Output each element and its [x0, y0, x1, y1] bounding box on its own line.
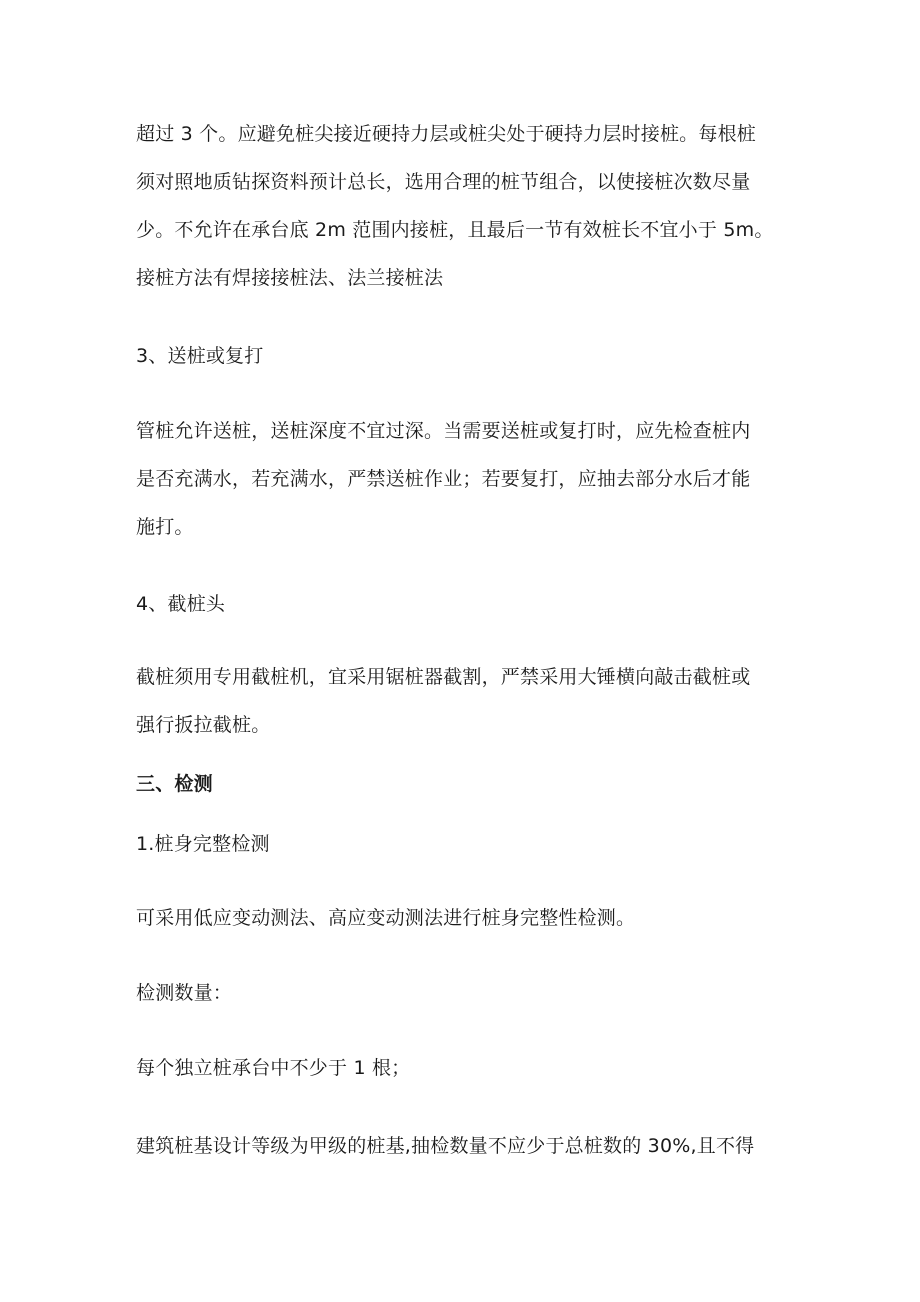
paragraph-line: 建筑桩基设计等级为甲级的桩基,抽检数量不应少于总桩数的 30%,且不得	[136, 1135, 755, 1157]
paragraph-line: 须对照地质钻探资料预计总长，选用合理的桩节组合，以使接桩次数尽量	[136, 171, 751, 193]
paragraph-line: 是否充满水，若充满水，严禁送桩作业；若要复打，应抽去部分水后才能	[136, 468, 751, 490]
section-title-testing: 三、检测	[136, 773, 213, 795]
subheading-send-pile: 3、送桩或复打	[136, 345, 264, 367]
subheading-cut-pile-head: 4、截桩头	[136, 593, 226, 615]
paragraph-line: 检测数量：	[136, 982, 233, 1004]
paragraph-line: 施打。	[136, 516, 194, 538]
paragraph-line: 每个独立桩承台中不少于 1 根；	[136, 1057, 411, 1079]
paragraph-line: 接桩方法有焊接接桩法、法兰接桩法	[136, 267, 444, 289]
subheading-integrity-test: 1.桩身完整检测	[136, 833, 270, 855]
paragraph-line: 超过 3 个。应避免桩尖接近硬持力层或桩尖处于硬持力层时接桩。每根桩	[136, 123, 756, 145]
paragraph-line: 少。不允许在承台底 2m 范围内接桩，且最后一节有效桩长不宜小于 5m。	[136, 219, 774, 241]
paragraph-line: 可采用低应变动测法、高应变动测法进行桩身完整性检测。	[136, 907, 636, 929]
paragraph-line: 强行扳拉截桩。	[136, 714, 271, 736]
paragraph-line: 管桩允许送桩，送桩深度不宜过深。当需要送桩或复打时，应先检查桩内	[136, 420, 751, 442]
paragraph-line: 截桩须用专用截桩机，宜采用锯桩器截割，严禁采用大锤横向敲击截桩或	[136, 666, 751, 688]
